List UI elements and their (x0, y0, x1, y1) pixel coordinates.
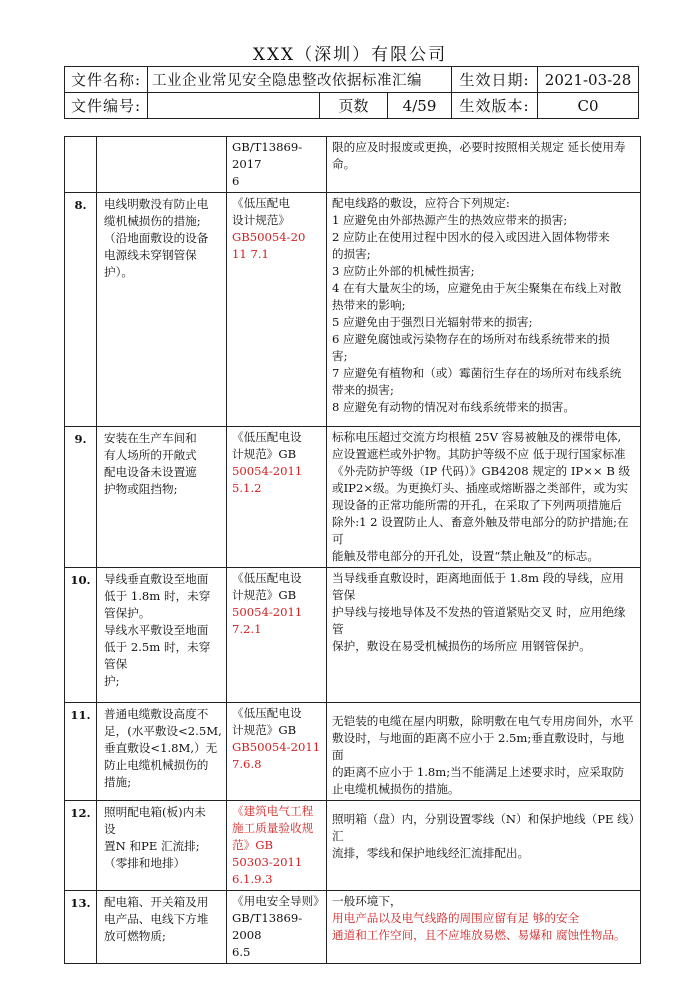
issue-text: 缆机械损伤的措施; (104, 214, 201, 228)
basis-code-text: 6.1.9.3 (232, 872, 273, 886)
requirement-text: 热带来的影响; (332, 298, 406, 312)
page-label: 页数 (320, 93, 388, 119)
basis-text: 6 (232, 174, 240, 188)
basis-text: 《低压配电设 (232, 571, 302, 585)
issue-text: 管保 (104, 657, 128, 671)
standard-requirement (327, 891, 641, 964)
hazard-description (97, 193, 227, 427)
basis-code-text: 《建筑电气工程 (232, 804, 314, 818)
issue-text: 电产品、电线下方堆 (104, 912, 209, 926)
requirement-text: 的距离不应小于 1.8m;当不能满足上述要求时，应采取防 (332, 765, 625, 779)
requirement-text: 7 应避免有植物和（或）霉菌衍生存在的场所对布线系统 (332, 366, 622, 380)
table-row (65, 427, 641, 568)
table-row (65, 703, 641, 801)
issue-text: 有人场所的开敞式 (104, 448, 197, 462)
row-number: 10. (65, 568, 97, 703)
issue-text: 配电设备未设置遮 (104, 465, 197, 479)
requirement-text: 应设置遮栏或外护物。其防护等级不应 低于现行国家标准 (332, 447, 626, 461)
standard-reference (227, 891, 327, 964)
standard-reference (227, 801, 327, 891)
basis-code-text: 范》GB (232, 838, 273, 852)
standard-reference (227, 703, 327, 801)
basis-code-text: 50054-2011 (232, 605, 303, 619)
standard-requirement (327, 801, 641, 891)
basis-text: 6.5 (232, 945, 251, 959)
table-row (65, 568, 641, 703)
issue-text: 设 (104, 822, 116, 836)
issue-text: 措施; (104, 775, 132, 789)
requirement-text: 一般环境下， (332, 894, 402, 908)
file-name-label: 文件名称: (65, 67, 148, 93)
effective-date-value: 2021-03-28 (538, 67, 639, 93)
requirement-text: 止电缆机械损伤的措施。 (332, 782, 460, 796)
basis-text: 设计规范》 (232, 213, 290, 227)
basis-code-text: 7.6.8 (232, 757, 262, 771)
basis-code-text: 50303-2011 (232, 855, 303, 869)
basis-code-text: GB50054-20 (232, 230, 306, 244)
requirement-text: 的损害; (332, 247, 371, 261)
requirement-text: 无铠装的电缆在屋内明敷，除明敷在电气专用房间外，水平 (332, 714, 634, 728)
standard-reference (227, 568, 327, 703)
issue-text: 普通电缆敷设高度不 (104, 707, 209, 721)
requirement-highlight-text: 通道和工作空间，且不应堆放易燃、易爆和 腐蚀性物品。 (332, 928, 626, 942)
requirement-text: 配电线路的敷设，应符合下列规定: (332, 196, 510, 210)
issue-text: 护; (104, 674, 120, 688)
issue-text: 电源线未穿钢管保 (104, 248, 197, 262)
basis-code-text: 7.2.1 (232, 622, 262, 636)
page-value: 4/59 (388, 93, 452, 119)
requirement-text: 照明箱（盘）内，分别设置零线（N）和保护地线（PE 线）汇 (332, 812, 635, 843)
requirement-text: 命。 (332, 157, 356, 171)
issue-text: 低于 2.5m 时，未穿 (104, 640, 211, 654)
requirement-text: 2 应防止在使用过程中因水的侵入或因进入固体物带来 (332, 230, 610, 244)
file-name-value: 工业企业常见安全隐患整改依据标准汇编 (148, 67, 452, 93)
requirement-text: 能触及带电部分的开孔处，设置“禁止触及”的标志。 (332, 549, 599, 563)
basis-code-text: 50054-2011 (232, 464, 303, 478)
row-number: 11. (65, 703, 97, 801)
standard-reference (227, 427, 327, 568)
requirement-text: 8 应避免有动物的情况对布线系统带来的损害。 (332, 400, 575, 414)
hazard-description (97, 137, 227, 193)
hazard-description (97, 568, 227, 703)
hazard-description (97, 891, 227, 964)
version-value: C0 (538, 93, 639, 119)
issue-text: 放可燃物质; (104, 929, 166, 943)
issue-text: 电线明敷没有防止电 (104, 197, 209, 211)
requirement-text: 5 应避免由于强烈日光辐射带来的损害; (332, 315, 533, 329)
requirement-text: 害; (332, 349, 348, 363)
row-number: 13. (65, 891, 97, 964)
row-number: 9. (65, 427, 97, 568)
requirement-text: 限的应及时报废或更换，必要时按照相关规定 延长使用寿 (332, 140, 626, 154)
hazard-description (97, 703, 227, 801)
requirement-highlight-text: 用电产品以及电气线路的周围应留有足 够的安全 (332, 911, 580, 925)
requirement-text: 4 在有大量灰尘的场，应避免由于灰尘聚集在布线上对散 (332, 281, 622, 295)
requirement-text: 当导线垂直敷设时，距离地面低于 1.8m 段的导线，应用管保 (332, 571, 624, 602)
basis-text: 《低压配电设 (232, 706, 302, 720)
basis-code-text: 施工质量验收规 (232, 821, 314, 835)
basis-text: GB/T13869-2017 (232, 140, 303, 171)
requirement-text: 流排，零线和保护地线经汇流排配出。 (332, 846, 530, 860)
issue-text: 导线水平敷设至地面 (104, 623, 209, 637)
issue-text: 护）。 (104, 265, 133, 279)
issue-text: 照明配电箱(板)内未 (104, 805, 206, 819)
standard-requirement (327, 193, 641, 427)
table-row (65, 801, 641, 891)
issue-text: 导线垂直敷设至地面 (104, 572, 209, 586)
version-label: 生效版本: (452, 93, 538, 119)
effective-date-label: 生效日期: (452, 67, 538, 93)
basis-code-text: GB50054-2011 (232, 740, 321, 754)
basis-text: 《低压配电设 (232, 430, 302, 444)
basis-code-text: 11 7.1 (232, 247, 269, 261)
requirement-text: 除外:1 2 设置防止人、畜意外触及带电部分的防护措施;在可 (332, 515, 629, 546)
requirement-text: 敷设时，与地面的距离不应小于 2.5m;垂直敷设时，与地面 (332, 731, 625, 762)
issue-text: 配电箱、开关箱及用 (104, 895, 209, 909)
standard-requirement (327, 427, 641, 568)
issue-text: （零排和地排） (104, 856, 186, 870)
requirement-text: 带来的损害; (332, 383, 394, 397)
requirement-text: 现设备的正常功能所需的开孔，在采取了下列两项措施后 (332, 498, 622, 512)
requirement-text: 或IP2×级。为更换灯头、插座或熔断器之类部件，或为实 (332, 481, 629, 495)
requirement-text: 1 应避免由外部热源产生的热效应带来的损害; (332, 213, 568, 227)
basis-text: 计规范》GB (232, 588, 297, 602)
basis-text: 计规范》GB (232, 723, 297, 737)
requirement-text: 保护，敷设在易受机械损伤的场所应 用钢管保护。 (332, 639, 591, 653)
requirement-text: 护导线与接地导体及不发热的管道紧贴交叉 时，应用绝缘管 (332, 605, 626, 636)
basis-code-text: 5.1.2 (232, 481, 262, 495)
row-number: 12. (65, 801, 97, 891)
issue-text: 低于 1.8m 时，未穿 (104, 589, 211, 603)
basis-text: 《用电安全导则》 (232, 894, 325, 908)
basis-text: 计规范》GB (232, 447, 297, 461)
row-number: 8. (65, 193, 97, 427)
table-row (65, 137, 641, 193)
standard-requirement (327, 568, 641, 703)
issue-text: 防止电缆机械损伤的 (104, 758, 209, 772)
company-name: XXX（深圳）有限公司 (252, 45, 448, 65)
row-number (65, 137, 97, 193)
table-row (65, 891, 641, 964)
issue-text: 安装在生产车间和 (104, 431, 197, 445)
standard-reference (227, 137, 327, 193)
file-no-value (148, 93, 320, 119)
requirement-text: 3 应防止外部的机械性损害; (332, 264, 475, 278)
hazard-description (97, 427, 227, 568)
issue-text: 足，(水平敷设<2.5M, (104, 724, 222, 738)
basis-text: 《低压配电 (232, 196, 290, 210)
hazard-standards-table (64, 136, 641, 964)
issue-text: 垂直敷设<1.8M,）无 (104, 741, 218, 755)
hazard-description (97, 801, 227, 891)
file-no-label: 文件编号: (65, 93, 148, 119)
standard-reference (227, 193, 327, 427)
requirement-text: 标称电压超过交流方均根植 25V 容易被触及的裸带电体, (332, 430, 622, 444)
issue-text: （沿地面敷设的设备 (104, 231, 209, 245)
standard-requirement (327, 137, 641, 193)
requirement-text: 6 应避免腐蚀或污染物存在的场所对布线系统带来的损 (332, 332, 610, 346)
table-row (65, 193, 641, 427)
requirement-text: 《外壳防护等级（IP 代码）》GB4208 规定的 IP×× B 级 (332, 464, 631, 478)
basis-text: GB/T13869-2008 (232, 911, 303, 942)
issue-text: 置N 和PE 汇流排; (104, 839, 200, 853)
issue-text: 管保护。 (104, 606, 151, 620)
document-header-table (64, 66, 639, 119)
issue-text: 护物或阻挡物; (104, 482, 178, 496)
standard-requirement (327, 703, 641, 801)
